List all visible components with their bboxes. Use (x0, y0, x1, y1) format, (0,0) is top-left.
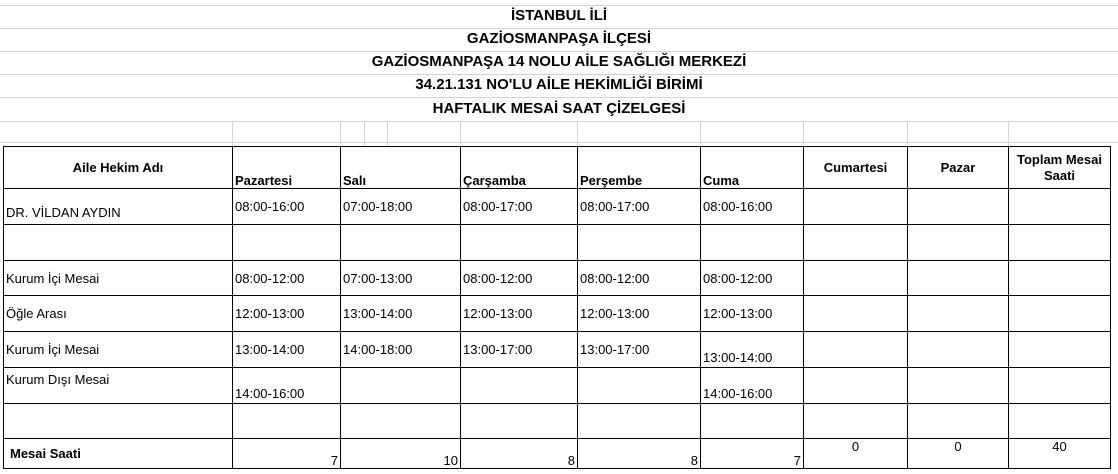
cell[interactable]: 13:00-14:00 (341, 296, 461, 332)
total-sunday[interactable]: 0 (908, 439, 1009, 469)
cell[interactable] (461, 225, 578, 261)
total-thursday[interactable]: 8 (578, 439, 701, 469)
total-week[interactable]: 40 (1009, 439, 1111, 469)
cell[interactable] (804, 404, 908, 439)
header-thursday: Perşembe (578, 147, 701, 189)
cell[interactable] (1009, 404, 1111, 439)
cell[interactable] (804, 332, 908, 368)
cell[interactable] (4, 225, 233, 261)
total-wednesday[interactable]: 8 (461, 439, 578, 469)
cell[interactable] (578, 368, 701, 404)
cell[interactable] (1009, 368, 1111, 404)
title-schedule: HAFTALIK MESAİ SAAT ÇİZELGESİ (432, 100, 686, 117)
cell[interactable] (908, 368, 1009, 404)
cell[interactable]: 13:00-17:00 (578, 332, 701, 368)
header-total: Toplam Mesai Saati (1009, 147, 1111, 189)
row-label[interactable]: Kurum Dışı Mesai (4, 368, 233, 404)
header-doctor: Aile Hekim Adı (4, 147, 233, 189)
total-tuesday[interactable]: 10 (341, 439, 461, 469)
row-label[interactable]: Kurum İçi Mesai (4, 261, 233, 296)
cell[interactable] (1009, 332, 1111, 368)
cell[interactable] (908, 332, 1009, 368)
title-district: GAZİOSMANPAŞA İLÇESİ (466, 30, 652, 47)
doctor-row (4, 189, 1111, 225)
header-friday: Cuma (701, 147, 804, 189)
cell[interactable]: 12:00-13:00 (701, 296, 804, 332)
header-monday: Pazartesi (233, 147, 341, 189)
cell[interactable] (701, 225, 804, 261)
cell[interactable]: 13:00-14:00 (233, 332, 341, 368)
cell[interactable] (908, 225, 1009, 261)
cell[interactable]: 14:00-16:00 (233, 368, 341, 404)
totals-label[interactable]: Mesai Saati (4, 439, 233, 469)
cell[interactable] (804, 296, 908, 332)
cell[interactable]: 08:00-12:00 (461, 261, 578, 296)
cell[interactable] (701, 404, 804, 439)
cell[interactable]: 12:00-13:00 (233, 296, 341, 332)
cell[interactable] (4, 404, 233, 439)
cell[interactable] (1009, 261, 1111, 296)
cell[interactable] (1009, 189, 1111, 225)
cell[interactable] (461, 404, 578, 439)
cell[interactable] (341, 404, 461, 439)
header-wednesday: Çarşamba (461, 147, 578, 189)
cell[interactable] (578, 225, 701, 261)
cell[interactable] (341, 368, 461, 404)
cell[interactable] (233, 225, 341, 261)
row-label[interactable]: Öğle Arası (4, 296, 233, 332)
doctor-name[interactable]: DR. VİLDAN AYDIN (4, 189, 233, 225)
cell[interactable] (908, 404, 1009, 439)
title-health-center: GAZİOSMANPAŞA 14 NOLU AİLE SAĞLIĞI MERKEZİ (371, 53, 747, 70)
row-internal-2 (4, 332, 1111, 368)
row-label[interactable]: Kurum İçi Mesai (4, 332, 233, 368)
cell[interactable] (908, 296, 1009, 332)
title-province: İSTANBUL İLİ (510, 7, 608, 24)
header-row (4, 147, 1111, 189)
cell[interactable]: 08:00-12:00 (578, 261, 701, 296)
header-sunday: Pazar (908, 147, 1009, 189)
cell[interactable] (804, 261, 908, 296)
cell[interactable]: 08:00-16:00 (233, 189, 341, 225)
cell[interactable] (233, 404, 341, 439)
cell[interactable] (578, 404, 701, 439)
empty-row (4, 225, 1111, 261)
cell[interactable]: 08:00-12:00 (233, 261, 341, 296)
cell[interactable]: 07:00-13:00 (341, 261, 461, 296)
empty-row (4, 404, 1111, 439)
cell[interactable]: 08:00-12:00 (701, 261, 804, 296)
cell[interactable]: 13:00-17:00 (461, 332, 578, 368)
header-saturday: Cumartesi (804, 147, 908, 189)
cell[interactable]: 08:00-17:00 (578, 189, 701, 225)
cell[interactable] (1009, 296, 1111, 332)
schedule-table (3, 146, 1111, 469)
row-external (4, 368, 1111, 404)
cell[interactable]: 08:00-16:00 (701, 189, 804, 225)
total-monday[interactable]: 7 (233, 439, 341, 469)
title-unit: 34.21.131 NO'LU AİLE HEKİMLİĞİ BİRİMİ (415, 76, 703, 93)
cell[interactable] (908, 189, 1009, 225)
row-lunch (4, 296, 1111, 332)
total-friday[interactable]: 7 (701, 439, 804, 469)
cell[interactable] (804, 368, 908, 404)
cell[interactable]: 14:00-16:00 (701, 368, 804, 404)
cell[interactable] (461, 368, 578, 404)
cell[interactable]: 12:00-13:00 (461, 296, 578, 332)
header-tuesday: Salı (341, 147, 461, 189)
cell[interactable] (1009, 225, 1111, 261)
cell[interactable] (908, 261, 1009, 296)
totals-row (4, 439, 1111, 469)
cell[interactable] (804, 225, 908, 261)
cell[interactable] (804, 189, 908, 225)
cell[interactable]: 08:00-17:00 (461, 189, 578, 225)
cell[interactable] (341, 225, 461, 261)
row-internal-1 (4, 261, 1111, 296)
cell[interactable]: 14:00-18:00 (341, 332, 461, 368)
total-saturday[interactable]: 0 (804, 439, 908, 469)
cell[interactable]: 13:00-14:00 (701, 332, 804, 368)
cell[interactable]: 07:00-18:00 (341, 189, 461, 225)
cell[interactable]: 12:00-13:00 (578, 296, 701, 332)
